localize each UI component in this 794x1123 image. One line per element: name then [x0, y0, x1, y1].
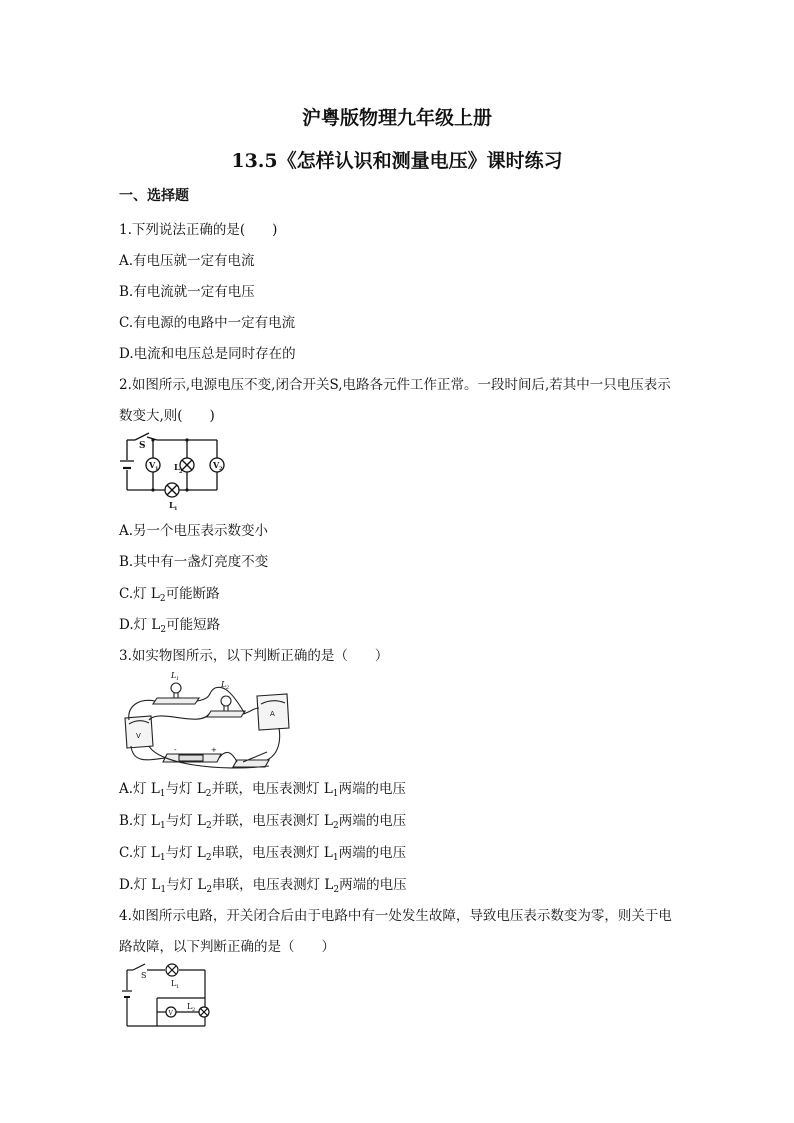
- question-3-physical-circuit: [119, 668, 299, 772]
- question-2-option-c: C.灯 $L_2$可能断路: [119, 586, 220, 604]
- question-4-circuit-diagram: [119, 962, 219, 1034]
- question-2-option-a: A.另一个电压表示数变小: [119, 523, 269, 539]
- document-subtitle: 13.5《怎样认识和测量电压》课时练习: [231, 150, 563, 172]
- q4-l1-label: L: [171, 979, 177, 988]
- q2-l2-sub: 2: [179, 469, 183, 475]
- q3-l2-label: L: [221, 680, 227, 689]
- question-2-stem-line-1: 2.如图所示,电源电压不变,闭合开关S,电路各元件工作正常。一段时间后,若其中一只电压表示: [119, 377, 671, 393]
- question-3-option-c: C.灯 $L_1$与灯 $L_2$串联，电压表测灯 $L_1$两端的电压: [119, 845, 407, 863]
- question-2-circuit-diagram: [117, 430, 237, 512]
- question-3-option-a: A.灯 $L_1$与灯 $L_2$并联，电压表测灯 $L_1$两端的电压: [119, 781, 407, 799]
- question-4-stem-line-2: 路故障，以下判断正确的是（ ）: [119, 939, 335, 955]
- q4-voltmeter-label: V: [168, 1010, 173, 1017]
- question-2-stem-line-2: 数变大,则( ): [119, 408, 215, 424]
- question-4-stem-line-1: 4.如图所示电路，开关闭合后由于电路中有一处发生故障，导致电压表示数变为零，则关于电: [119, 908, 672, 924]
- q4-l2-sub: 2: [192, 1007, 196, 1013]
- q4-l1-sub: 1: [176, 984, 180, 990]
- question-1-option-b: B.有电流就一定有电压: [119, 284, 255, 300]
- q3-l1-sub: 1: [176, 676, 180, 682]
- question-1-stem: 1.下列说法正确的是( ): [119, 222, 278, 238]
- question-2-option-b: B.其中有一盏灯亮度不变: [119, 554, 269, 570]
- q3-ammeter-label: A: [270, 710, 275, 718]
- question-1-option-c: C.有电源的电路中一定有电流: [119, 315, 296, 331]
- q2-v2-label: V: [213, 460, 220, 470]
- document-title: 沪粤版物理九年级上册: [301, 107, 492, 129]
- q3-voltmeter-label: V: [136, 732, 141, 740]
- question-3-option-b: B.灯 $L_1$与灯 $L_2$并联，电压表测灯 $L_2$两端的电压: [119, 813, 407, 831]
- q2-v1-sub: 1: [155, 466, 159, 472]
- question-3-option-d: D.灯 $L_1$与灯 $L_2$串联，电压表测灯 $L_2$两端的电压: [119, 877, 407, 895]
- question-1-option-d: D.电流和电压总是同时存在的: [119, 346, 296, 362]
- q3-plus-label: +: [211, 746, 217, 754]
- q2-v1-label: V: [149, 460, 156, 470]
- q2-v2-sub: 2: [219, 466, 223, 472]
- q2-l1-sub: 1: [174, 506, 178, 512]
- q2-l2-label: L: [174, 462, 180, 472]
- q3-l2-sub: 2: [226, 685, 230, 691]
- question-3-stem: 3.如实物图所示，以下判断正确的是（ ）: [119, 648, 389, 664]
- q3-minus-label: -: [174, 746, 177, 754]
- q2-l1-label: L: [169, 500, 175, 510]
- question-1-option-a: A.有电压就一定有电流: [119, 253, 255, 269]
- q3-l1-label: L: [171, 671, 177, 680]
- question-2-option-d: D.灯 $L_2$可能短路: [119, 617, 221, 635]
- q4-switch-label: S: [141, 971, 147, 980]
- q4-l2-label: L: [187, 1002, 193, 1011]
- section-heading: 一、选择题: [119, 188, 189, 204]
- q2-switch-label: S: [139, 441, 146, 451]
